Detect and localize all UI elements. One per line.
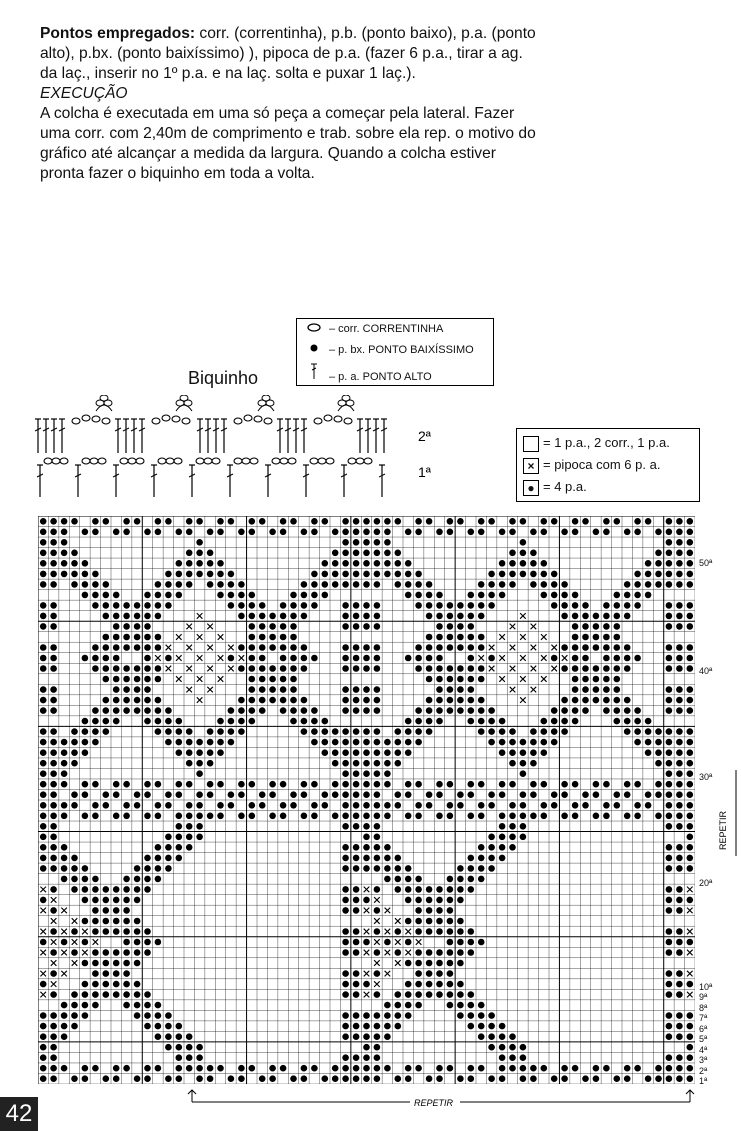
biquinho-row1-label: 1ª	[418, 464, 431, 480]
biquinho-row2-chain	[344, 418, 352, 424]
biquinho-row1-chain	[326, 458, 334, 464]
biquinho-row1-treble	[265, 465, 271, 497]
chart-gridlines	[38, 516, 695, 1084]
dot-box-icon: ●	[523, 480, 539, 496]
biquinho-row2-chain	[334, 416, 342, 422]
row-label-2: 2ª	[699, 1066, 708, 1076]
biquinho-row1-chain	[60, 458, 68, 464]
biquinho-row2-chain	[182, 418, 190, 424]
biquinho-row2-treble	[357, 419, 363, 453]
empty-box-icon	[523, 436, 539, 452]
row-label-4: 4ª	[699, 1045, 708, 1055]
biquinho-row1-chain	[174, 458, 182, 464]
biquinho-row1-chain	[98, 458, 106, 464]
pontos-text: corr. (correntinha), p.b. (ponto baixo), p.a. (ponto alto), p.bx. (ponto baixíssimo) ), pipoca de p.a. (fazer 6 p.a., tirar a ag. da laç., inserir no 1º p.a. e na laç. solta e puxar 1 laç.).	[40, 25, 536, 82]
biquinho-row2-chain	[82, 415, 90, 421]
biquinho-row2-treble	[277, 419, 283, 453]
biquinho-row2-label: 2ª	[418, 428, 431, 444]
intro-text	[40, 24, 540, 184]
biquinho-row2-chain	[102, 418, 110, 424]
biquinho-row2-chain	[324, 415, 332, 421]
biquinho-row1-treble	[189, 465, 195, 497]
biquinho-row1-treble	[303, 465, 309, 497]
legend-row-corr: – corr. CORRENTINHA	[305, 320, 443, 338]
biquinho-row2-treble	[365, 419, 371, 453]
biquinho-row1-treble	[37, 465, 43, 497]
biquinho-row1-chain	[272, 458, 280, 464]
pontos-label: Pontos empregados:	[40, 25, 196, 42]
biquinho-row1-chain	[242, 458, 250, 464]
biquinho-row1-chain	[204, 458, 212, 464]
biquinho-row2-treble	[373, 419, 379, 453]
biquinho-row2-chain	[244, 415, 252, 421]
biquinho-row1-chain	[212, 458, 220, 464]
pontos-paragraph	[40, 24, 540, 84]
biquinho-row2-treble	[59, 419, 65, 453]
chain-oval-icon	[305, 320, 323, 338]
crochet-chart-grid	[38, 516, 695, 1084]
biquinho-row1-chain	[120, 458, 128, 464]
biquinho-row1-chain	[52, 458, 60, 464]
row-label-20: 20ª	[699, 878, 713, 888]
biquinho-row1-chain	[348, 458, 356, 464]
biquinho-row1-chain	[250, 458, 258, 464]
biquinho-row2-treble	[35, 419, 41, 453]
biquinho-row1-chain	[234, 458, 242, 464]
biquinho-row2-treble	[131, 419, 137, 453]
biquinho-row1-treble	[151, 465, 157, 497]
biquinho-row1-chain	[318, 458, 326, 464]
row-label-30: 30ª	[699, 772, 713, 782]
biquinho-row2-treble	[285, 419, 291, 453]
biquinho-row1-chain	[44, 458, 52, 464]
legend-row-4pa: ● = 4 p.a.	[523, 477, 587, 497]
biquinho-row1-chain	[82, 458, 90, 464]
biquinho-row1-chain	[158, 458, 166, 464]
biquinho-row1-chain	[364, 458, 372, 464]
biquinho-title: Biquinho	[188, 368, 259, 388]
legend-row-pa: – p. a. PONTO ALTO	[305, 362, 432, 380]
treble-stitch-icon	[305, 362, 323, 386]
biquinho-row2-treble	[43, 419, 49, 453]
legend-row-pbx: – p. bx. PONTO BAIXÍSSIMO	[305, 341, 474, 359]
biquinho-row1-treble	[75, 465, 81, 497]
biquinho-row2-treble	[301, 419, 307, 453]
biquinho-row2-treble	[51, 419, 57, 453]
biquinho-row2-treble	[381, 419, 387, 453]
row-label-3: 3ª	[699, 1055, 708, 1065]
biquinho-row2-treble	[221, 419, 227, 453]
row-label-6: 6ª	[699, 1024, 708, 1034]
row-label-40: 40ª	[699, 666, 713, 676]
legend-row-pipoca: × = pipoca com 6 p. a.	[523, 455, 660, 475]
execucao-title: EXECUÇÃO	[40, 85, 128, 102]
repetir-horizontal-marker	[186, 1088, 696, 1108]
biquinho-row1-chain	[128, 458, 136, 464]
x-box-icon: ×	[523, 458, 539, 474]
biquinho-row2-treble	[213, 419, 219, 453]
biquinho-popcorn-icon	[176, 395, 192, 411]
biquinho-row2-treble	[197, 419, 203, 453]
legend-row-empty: = 1 p.a., 2 corr., 1 p.a.	[523, 433, 670, 453]
biquinho-row2-chain	[72, 418, 80, 424]
biquinho-row2-treble	[139, 419, 145, 453]
biquinho-popcorn-icon	[258, 395, 274, 411]
biquinho-row2-chain	[254, 416, 262, 422]
biquinho-row1-chain	[310, 458, 318, 464]
biquinho-row2-chain	[264, 418, 272, 424]
biquinho-row1-chain	[356, 458, 364, 464]
biquinho-row2-treble	[205, 419, 211, 453]
row-label-7: 7ª	[699, 1013, 708, 1023]
chart-legend	[516, 428, 700, 502]
biquinho-row2-treble	[123, 419, 129, 453]
row-label-50: 50ª	[699, 558, 713, 568]
row-label-5: 5ª	[699, 1034, 708, 1044]
biquinho-row2-treble	[115, 419, 121, 453]
biquinho-row1-chain	[136, 458, 144, 464]
dot-icon	[305, 341, 323, 359]
biquinho-row1-chain	[196, 458, 204, 464]
biquinho-popcorn-icon	[96, 395, 112, 411]
row-label-8: 8ª	[699, 1003, 708, 1013]
biquinho-row1-chain	[280, 458, 288, 464]
biquinho-row2-chain	[162, 415, 170, 421]
biquinho-row2-treble	[293, 419, 299, 453]
row-label-10: 10ª	[699, 982, 713, 992]
stitch-legend	[296, 318, 494, 386]
execucao-text: A colcha é executada em uma só peça a começar pela lateral. Fazer uma corr. com 2,40m de comprimento e trab. sobre ela rep. o motivo do gráfico até alcançar a medida da largura. Quando a colcha estiver pronta fazer o biquinho em toda a volta.	[40, 105, 536, 182]
biquinho-row2-chain	[314, 418, 322, 424]
biquinho-diagram	[30, 395, 450, 505]
biquinho-row1-treble	[379, 465, 385, 497]
biquinho-row1-chain	[166, 458, 174, 464]
biquinho-row2-chain	[92, 416, 100, 422]
row-label-1: 1ª	[699, 1076, 708, 1086]
repetir-vertical-marker	[712, 768, 740, 858]
repetir-vertical-label: REPETIR	[718, 810, 728, 850]
biquinho-row2-chain	[172, 416, 180, 422]
page-number: 42	[0, 1097, 38, 1131]
biquinho-row2-chain	[152, 418, 160, 424]
biquinho-row1-treble	[341, 465, 347, 497]
biquinho-row1-treble	[113, 465, 119, 497]
biquinho-popcorn-icon	[338, 395, 354, 411]
row-label-9: 9ª	[699, 992, 708, 1002]
biquinho-row1-treble	[227, 465, 233, 497]
biquinho-row1-chain	[90, 458, 98, 464]
biquinho-row1-chain	[288, 458, 296, 464]
repetir-horizontal-label: REPETIR	[414, 1098, 454, 1108]
biquinho-row2-chain	[234, 418, 242, 424]
